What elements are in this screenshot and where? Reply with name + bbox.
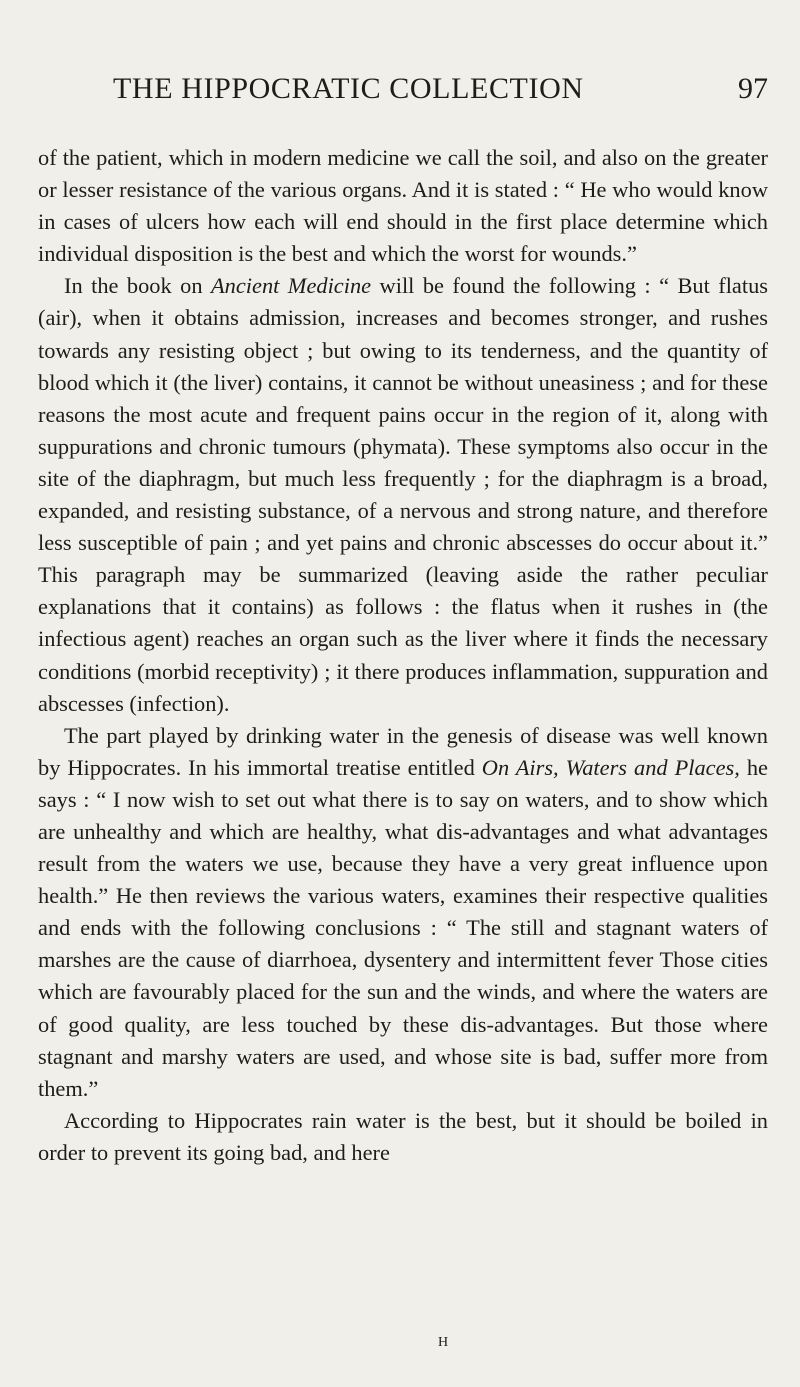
page-number: 97 bbox=[738, 72, 768, 105]
paragraph bbox=[38, 1105, 768, 1169]
paragraph bbox=[38, 720, 768, 1105]
text-run: The part played by drinking water in the genesis of disease was well known by Hippocrates. In his immortal treatise entitled bbox=[38, 722, 768, 780]
signature-mark: H bbox=[438, 1335, 450, 1350]
book-page bbox=[38, 72, 768, 1169]
body-text bbox=[38, 142, 768, 1169]
text-run: of the patient, which in modern medicine we call the soil, and also on the greater or lesser resistance of the various organs. And it is stated : “ He who would know in cases of ulcers how each will end should in the first place determine which individual disposition is the best and which the worst for wounds.” bbox=[38, 145, 768, 267]
text-run: will be found the following : “ But flatus (air), when it obtains admission, increases and becomes stronger, and rushes towards any resisting object ; but owing to its tenderness, and the quantity of blood which it (the liver) contains, it cannot be without uneasiness ; and for these reasons the most acute and frequent pains occur in the region of it, along with suppurations and chronic tumours (phymata). These symptoms also occur in the site of the diaphragm, but much less frequently ; for the diaphragm is a broad, expanded, and resisting substance, of a nervous and strong nature, and therefore less susceptible of pain ; and yet pains and chronic abscesses do occur about it.” This paragraph may be summarized (leaving aside the rather peculiar explanations that it contains) as follows : the flatus when it rushes in (the infectious agent) reaches an organ such as the liver where it finds the necessary conditions (morbid receptivity) ; it there produces inflammation, suppuration and abscesses (infection). bbox=[38, 273, 769, 716]
page-header bbox=[38, 72, 768, 116]
text-run: In the book on bbox=[64, 273, 211, 299]
paragraph bbox=[38, 270, 768, 719]
book-title-ancient-medicine: Ancient Medicine bbox=[210, 273, 372, 299]
text-run: he says : “ I now wish to set out what there is to say on waters, and to show which are unhealthy and which are healthy, what dis-advantages and what advantages result from the waters we use, because they have a very great influence upon health.” He then reviews the various waters, examines their respective qualities and ends with the following conclusions : “ The still and stagnant waters of marshes are the cause of diarrhoea, dysentery and intermittent fever Those cities which are favourably placed for the sun and the winds, and where the waters are of good quality, are less touched by these dis-advantages. But those where stagnant and marshy waters are used, and whose site is bad, suffer more from them.” bbox=[38, 754, 768, 1101]
paragraph bbox=[38, 142, 768, 270]
book-title-airs-waters-places: On Airs, Waters and Places, bbox=[481, 754, 740, 780]
text-run: According to Hippocrates rain water is the best, but it should be boiled in order to prevent its going bad, and here bbox=[38, 1107, 768, 1165]
running-head: THE HIPPOCRATIC COLLECTION bbox=[113, 72, 584, 105]
